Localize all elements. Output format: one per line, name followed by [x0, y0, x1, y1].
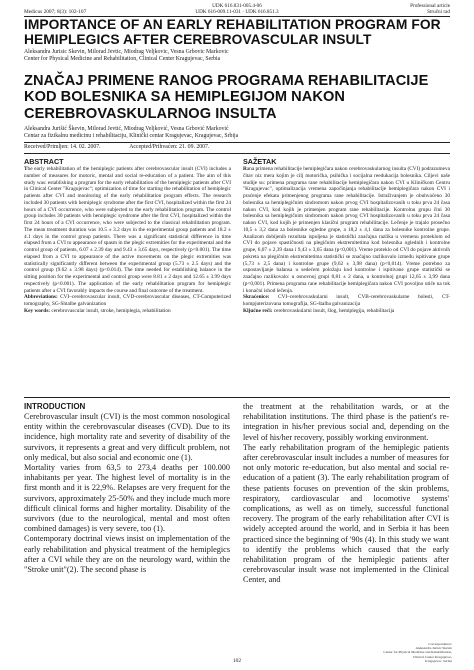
- article-type-en: Professional article: [410, 3, 450, 9]
- english-title: [24, 18, 454, 47]
- corr-line-3: Center for Physical Medicine and Rehabilitation,: [383, 650, 452, 655]
- serbian-title-line-2: KOD BOLESNIKA SA HEMIPLEGIJOM NAKON: [24, 89, 345, 106]
- udk-line-2: UDK 616-009.11-031 · UDK 616.851.3: [195, 9, 279, 15]
- sazetak-body: [243, 166, 450, 315]
- abstract-heading: ABSTRACT: [24, 157, 64, 166]
- article-type-sr: Stručni rad: [427, 9, 450, 15]
- dates-rule-bottom: [24, 153, 450, 154]
- dates-block: [24, 144, 450, 151]
- serbian-affiliation: Centar za fizikalnu medicinu i rehabilitaciju, Klinički centar Kragujevac, Kragujevac, Srbija: [24, 133, 239, 140]
- received-date: Received/Primljen: 14. 02. 2007.: [24, 144, 101, 150]
- corr-line-2: Aleksandra Jurisic Skevin: [415, 646, 452, 651]
- serbian-authors-block: [24, 126, 450, 140]
- abstract-drop-letter: T: [24, 166, 28, 172]
- sazetak-drop-letter: R: [243, 166, 247, 172]
- intro-paragraph-4: the treatment at the rehabilitation wards, or at the rehabilitation institutions. The third phase is the patient's re-integration in his/her previous social and, depending on the level of his/her recovery, possibly working environment.: [243, 402, 449, 442]
- sazetak-keywords: cerebrovaskularni insult, šlog, hemiplegija, rehabilitacija: [273, 307, 395, 314]
- page-number: 102: [232, 658, 242, 664]
- introduction-column-2: [243, 402, 449, 586]
- accepted-date: Accepted/Prihvaćen: 21. 09. 2007.: [129, 144, 210, 150]
- serbian-authors: Aleksandra Jurišić Škevin, Milorad Jevtić, Miodrag Veljković, Vesna Grbović Marković: [24, 126, 229, 132]
- abstract-abbrev-label: Abbreviations:: [24, 294, 58, 301]
- udk-line-1: UDK 616.831-005.4-06: [212, 3, 262, 9]
- english-authors: Aleksandra Jurisic Skevin, Milorad Jevtic, Miodrag Veljkovic, Vesna Grbovic Markovic: [24, 49, 229, 55]
- serbian-title: [24, 73, 454, 122]
- sazetak-keywords-label: Ključne reči:: [243, 307, 273, 314]
- corr-line-5: Kragujevac, Serbia: [425, 658, 452, 663]
- intro-paragraph-1: Cerebrovascular insult (CVI) is the most common nosological entity within the cerebrovascular diseases (CVD). Due to its incidence, high mortality rate and severity of disability of the survivors, it represents a great and very difficult problem, not only medical, but also social and economic one (1).: [24, 412, 230, 462]
- abstract-keywords-label: Key words:: [24, 307, 51, 314]
- abstract-rule-bottom: [24, 397, 450, 398]
- english-affiliation: Center for Physical Medicine and Rehabilitation, Clinical Center Kragujevac, Serbia: [24, 56, 221, 63]
- abstract-text: he early rehabilitation of the hemiplegic patients after cerebrovascular insult (CVI) includes a number of measures for motoric, mental and social re-education of a patient. The aim of this study was: establishing a program for the early rehabilitation of the hemiplegic patients after CVI in Clinical Center "Kragujevac"; optimization of time for starting the rehabilitation of hemiplegic patients after CVI and monitoring of the early rehabilitation program effects. The research included 30 patients with hemiplegic syndrome after the first CVI, hospitalized within the first 24 hours of a CVI occurrence, who were subjected to the early rehabilitation program. The control group includes 30 patients with hemiplegic syndrome after the first CVI, hospitalized within the first 24 hours of a CVI occurrence, who were subjected to the classical rehabilitation program. The mean treatment duration was 10.5 ± 3.2 days in the experimental group patients and 18.2 ± 4.1 days in the control group patients. There was a significant statistical difference in time elapsed from a CVI to appearance of spasm in the plegic extremities for the experimental and the control group of patients, 6.07 ± 2.39 day and 9.43 ± 3.65 days, respectively (p<0.001). The time elapsed from a CVI to appearance of the active movements on the plegic extremities was statistically significantly different between the experimental group (5.73 ± 2.5 days) and the control group (9.62 ± 3.98 days) (p<0.014). The time needed for establishing balance in the sitting position for the experimental and control group were 8.81 ± 2 days and 12.65 ± 3.99 days respectively (p<0.001). The application of the early rehabilitation program for hemiplegic patients after a CVI favorably impacts the course and final outcome of the treatment.: [24, 166, 231, 294]
- abstract-abbrev: CVI–cerebrovascular insult, CVD-cerebrovascular diseases, CT-Computerized tomography, SG-Shtalbe galvanization: [24, 294, 231, 307]
- journal-citation: Medicus 2007; 8(3): 102-107: [24, 9, 87, 15]
- english-title-line-1: IMPORTANCE OF AN EARLY REHABILITATION PROGRAM FOR: [24, 17, 441, 32]
- abstract-keywords: cerebrovascular insult, stroke, hemiplegia, rehabilitation: [51, 307, 171, 314]
- serbian-title-line-1: ZNAČAJ PRIMENE RANOG PROGRAMA REHABILITACIJE: [24, 73, 429, 89]
- introduction-column-1: [24, 412, 230, 575]
- intro-paragraph-2: Mortality varies from 63,5 to 273,4 deaths per 100.000 inhabitants per year. The highest level of mortality is in the first month and it is 22,9%. Relapses are very frequent for the survivors, approximately 25-50% and they include much more difficult clinical forms and higher mortality. Disability of the survivors (due to the neurological, mental and most often combined damages) is very severe, too (1).: [24, 463, 230, 534]
- corr-line-1: Correspondence:: [428, 642, 452, 646]
- english-authors-block: [24, 49, 450, 63]
- sazetak-heading: SAŽETAK: [243, 157, 277, 166]
- abstract-body: [24, 166, 231, 315]
- dates-rule-top: [24, 142, 450, 143]
- sazetak-abbrev: CVI–cerebrovaskularni insult, CVB-cerebrovaskularne bolesti, CT-kompjuterizovana tomografija, SG-štalba galvanizacija: [243, 294, 450, 307]
- sazetak-abbrev-label: Skraćenice:: [243, 294, 270, 301]
- intro-paragraph-5: The early rehabilitation program of the hemiplegic patients after cerebrovascular insult includes a number of measures for not only motoric re-education, but also mental and social re-education of a patient (3). The early rehabilitation program of these patients focuses on prevention of the skin problems, respiratory, cardiovascular and locomotive systems' complications, as well as on timely, successful functional recovery. The program of the early rehabilitation after CVI is widely accepted around the world, and in Serbia it has been practiced since the beginning of '90s (4). In this study we want to identify the problems which caused that the early rehabilitation program of the hemiplegic patients after cerebrovascular insult wase not implemented in the Clinical Center, and: [243, 442, 449, 585]
- introduction-heading: INTRODUCTION: [24, 402, 86, 411]
- article-type: [410, 3, 450, 15]
- intro-paragraph-3: Contemporary doctrinal views insist on implementation of the early rehabilitation and physical treatment of the hemiplegics after a CVI while they are on the neurology ward, within the "Stroke unit"(2). The second phase is: [24, 534, 230, 575]
- corr-line-4: Clinical Center Kragujevac,: [412, 654, 452, 659]
- english-title-line-2: HEMIPLEGICS AFTER CEREBROVASCULAR INSULT: [24, 31, 372, 47]
- serbian-title-line-3: CEREBROVASKULARNOG INSULTA: [24, 105, 277, 122]
- sazetak-text: ana primena rehabilitacije hemiplegičara nakon cerebrovaskularnog insulta (CVI) podrazumeva čitav niz mera kojim je cilj motorička, psihička i socijalna reedukacija bolesnika. Ciljevi naše studije su: primena programa rane rehabilitacije hemiplegičara nakon CVI u Kliničkom Centru "Kragujevac", optimalizacija vremena započinjanja rehabilitacije hemiplegičara nakon CVI i praćenje efekata primenjenog programa rane rehabilitacije. Istraživanjem je obuhvaćeno 30 bolesnika sa hemiplegičnim sindromom nakon prvog CVI hospitalizovanih u toku prva 24 časa nakon CVI, kod kojih je primenjen program rane rehabilitacije. Kontrolnu grupu čini 30 bolesnika sa hemiplegičnim sindromom nakon prvog CVI hospitalizovanih u toku prva 24 časa nakon CVI, kod kojih je primenjen klasični program rehabilitacije. Lečenje je trajalo prosečno 10,5 ± 3,2 dana za bolesnike ogledne grupe, a 18,2 ± 4,1 dana za bolesnike kontrolne grupe. Analizom dobijenih rezultata ispoljena je statistički značajna razlika u vremenu proteklom od CVI do pojave spastičnosti na plegičnim ekstremitetima kod bolesnika oglednih i kontrolne grupe, 6,07 ± 2,39 dana i 9,43 ± 3,65 dana (p<0,001). Vreme proteklo od CVI do pojave aktivnih pokreta na plegičnim ekstremitetima statistički se značajno razlikovalo između ispitivane grupe (5,73 ± 2,5 dana) i kontrolne grupe (9,62 ± 3,98 dana) (p<0,014). Vreme potrebno za uspostavljanje balansa u sedećem položaju kod kontrolne i ispitivane grupe statistički se značajno razlikovalo: u osnovnoj grupi 8,81 ± 2 dana, u kontrolnoj grupi 12,65 ± 3,99 dana (p<0,001). Primena programa rane rehabilitacije hemiplegičara nakon CVI povoljno utiče na tok i konačni ishod lečenja.: [243, 166, 450, 294]
